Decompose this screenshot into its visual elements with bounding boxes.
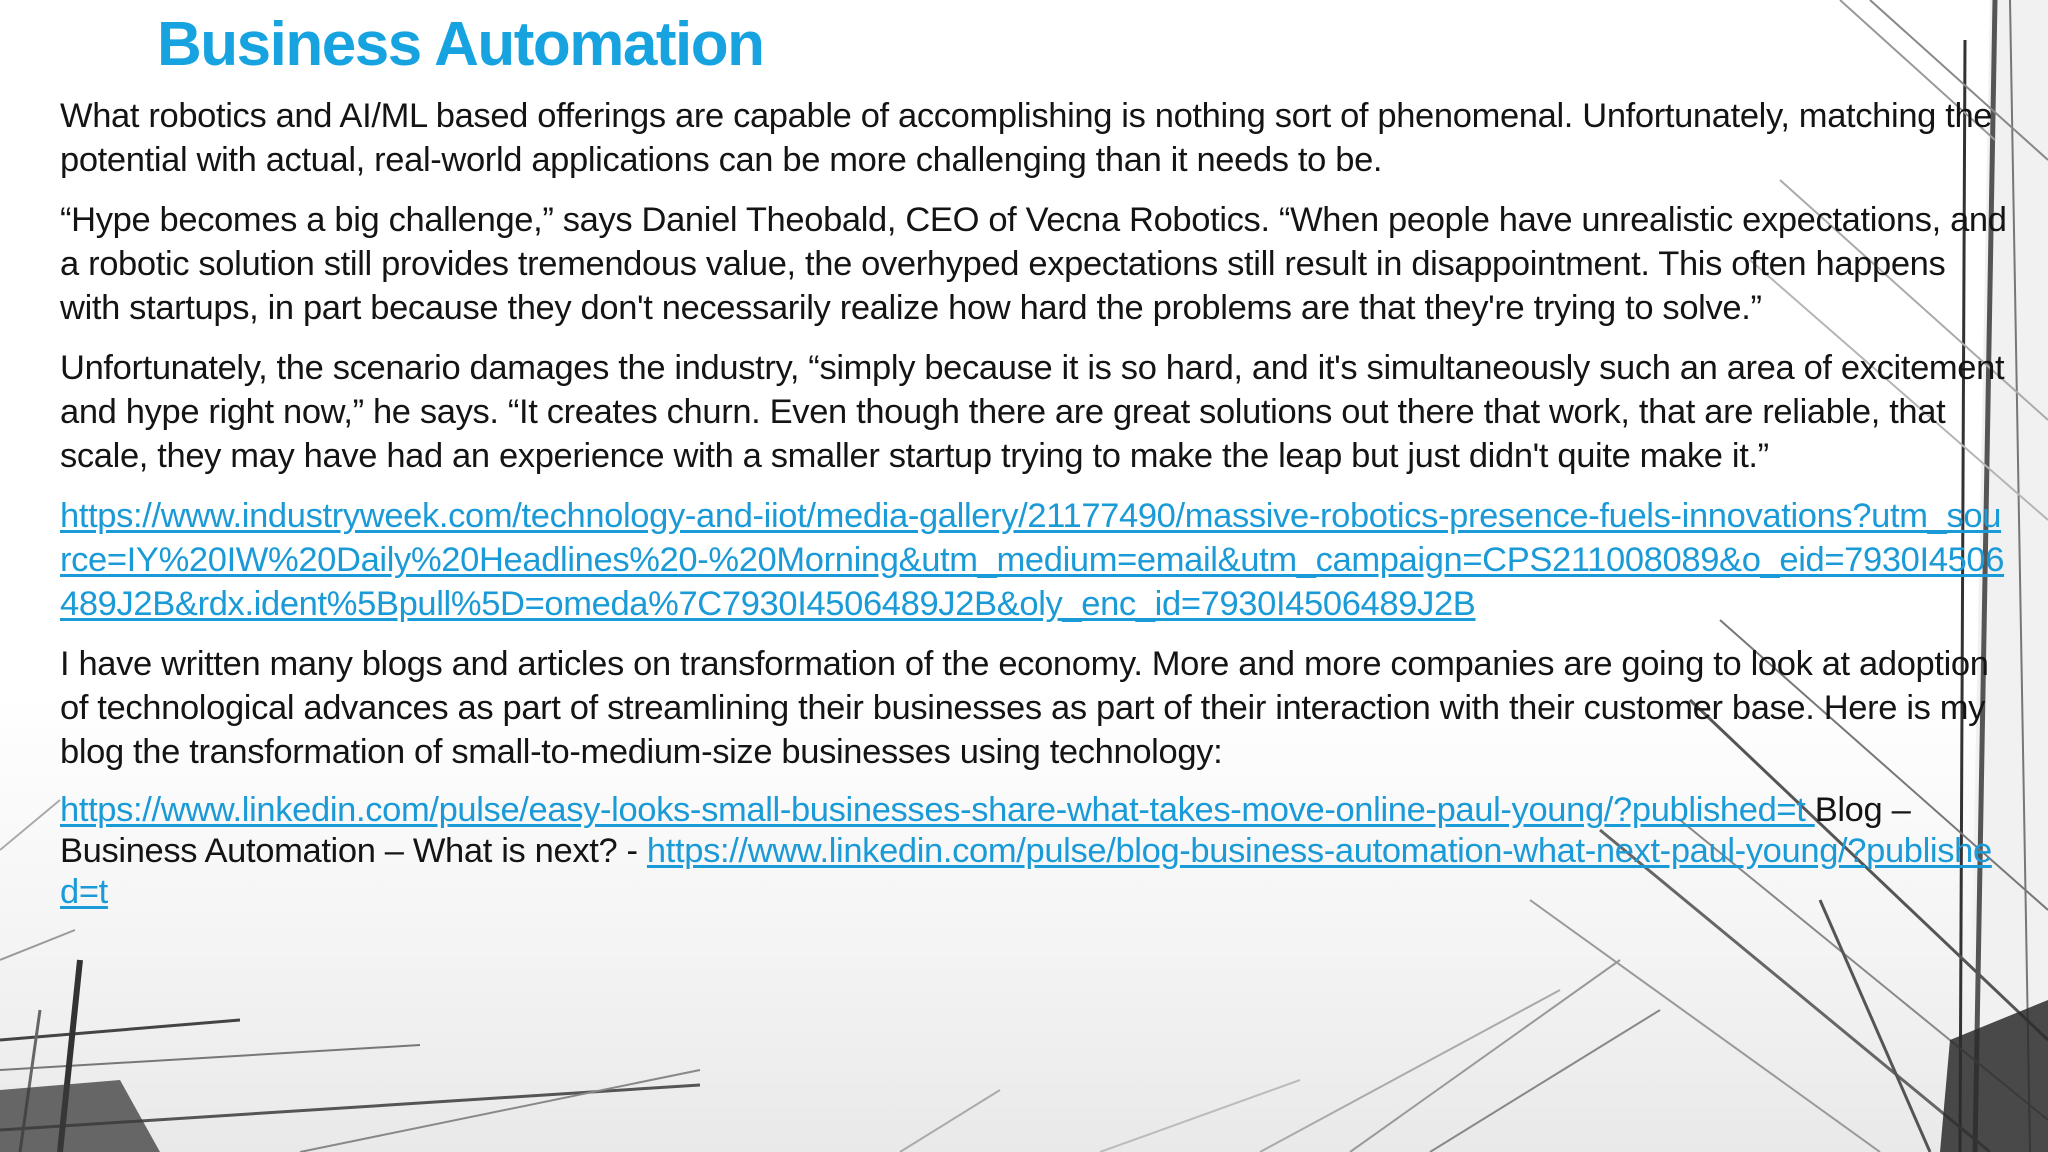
paragraph-blogs: I have written many blogs and articles on transformation of the economy. More and more companies are going to look at adoption of technological advances as part of streamlining their businesses as part of their interaction with their customer base. Here is my blog the transformation of small-to-medium-size businesses using technology: (60, 645, 1989, 771)
linkedin-link-business-automation[interactable]: https://www.linkedin.com/pulse/blog-business-automation-what-next-paul-young/?published=t (60, 832, 1992, 911)
blog-links-paragraph (60, 790, 2010, 913)
slide-body (60, 94, 2010, 929)
industryweek-link[interactable]: https://www.industryweek.com/technology-and-iiot/media-gallery/21177490/massive-robotics-presence-fuels-innovations?utm_source=IY%20IW%20Daily%20Headlines%20-%20Morning&utm_medium=email&utm_campaign=CPS211008089&o_eid=7930I4506489J2B&rdx.ident%5Bpull%5D=omeda%7C7930I4506489J2B&oly_enc_id=7930I4506489J2B (60, 497, 2005, 623)
paragraph-quote: “Hype becomes a big challenge,” says Daniel Theobald, CEO of Vecna Robotics. “When people have unrealistic expectations, and a robotic solution still provides tremendous value, the overhyped expectations still result in disappointment. This often happens with startups, in part because they don't necessarily realize how hard the problems are that they're trying to solve.” (60, 201, 2007, 327)
paragraph-industry: Unfortunately, the scenario damages the industry, “simply because it is so hard, and it's simultaneously such an area of excitement and hype right now,” he says. “It creates churn. Even though there are great solutions out there that work, that are reliable, that scale, they may have had an experience with a smaller startup trying to make the leap but just didn't quite make it.” (60, 349, 2005, 475)
slide-title: Business Automation (157, 10, 764, 79)
industryweek-link-paragraph (60, 494, 2010, 626)
paragraph-intro: What robotics and AI/ML based offerings are capable of accomplishing is nothing sort of phenomenal. Unfortunately, matching the potential with actual, real-world applications can be more challenging than it needs to be. (60, 97, 1993, 179)
blog-label: Blog – Business Automation – What is next? - (60, 791, 1911, 870)
linkedin-link-small-businesses[interactable]: https://www.linkedin.com/pulse/easy-looks-small-businesses-share-what-takes-move-online-paul-young/?published=t (60, 791, 1815, 829)
